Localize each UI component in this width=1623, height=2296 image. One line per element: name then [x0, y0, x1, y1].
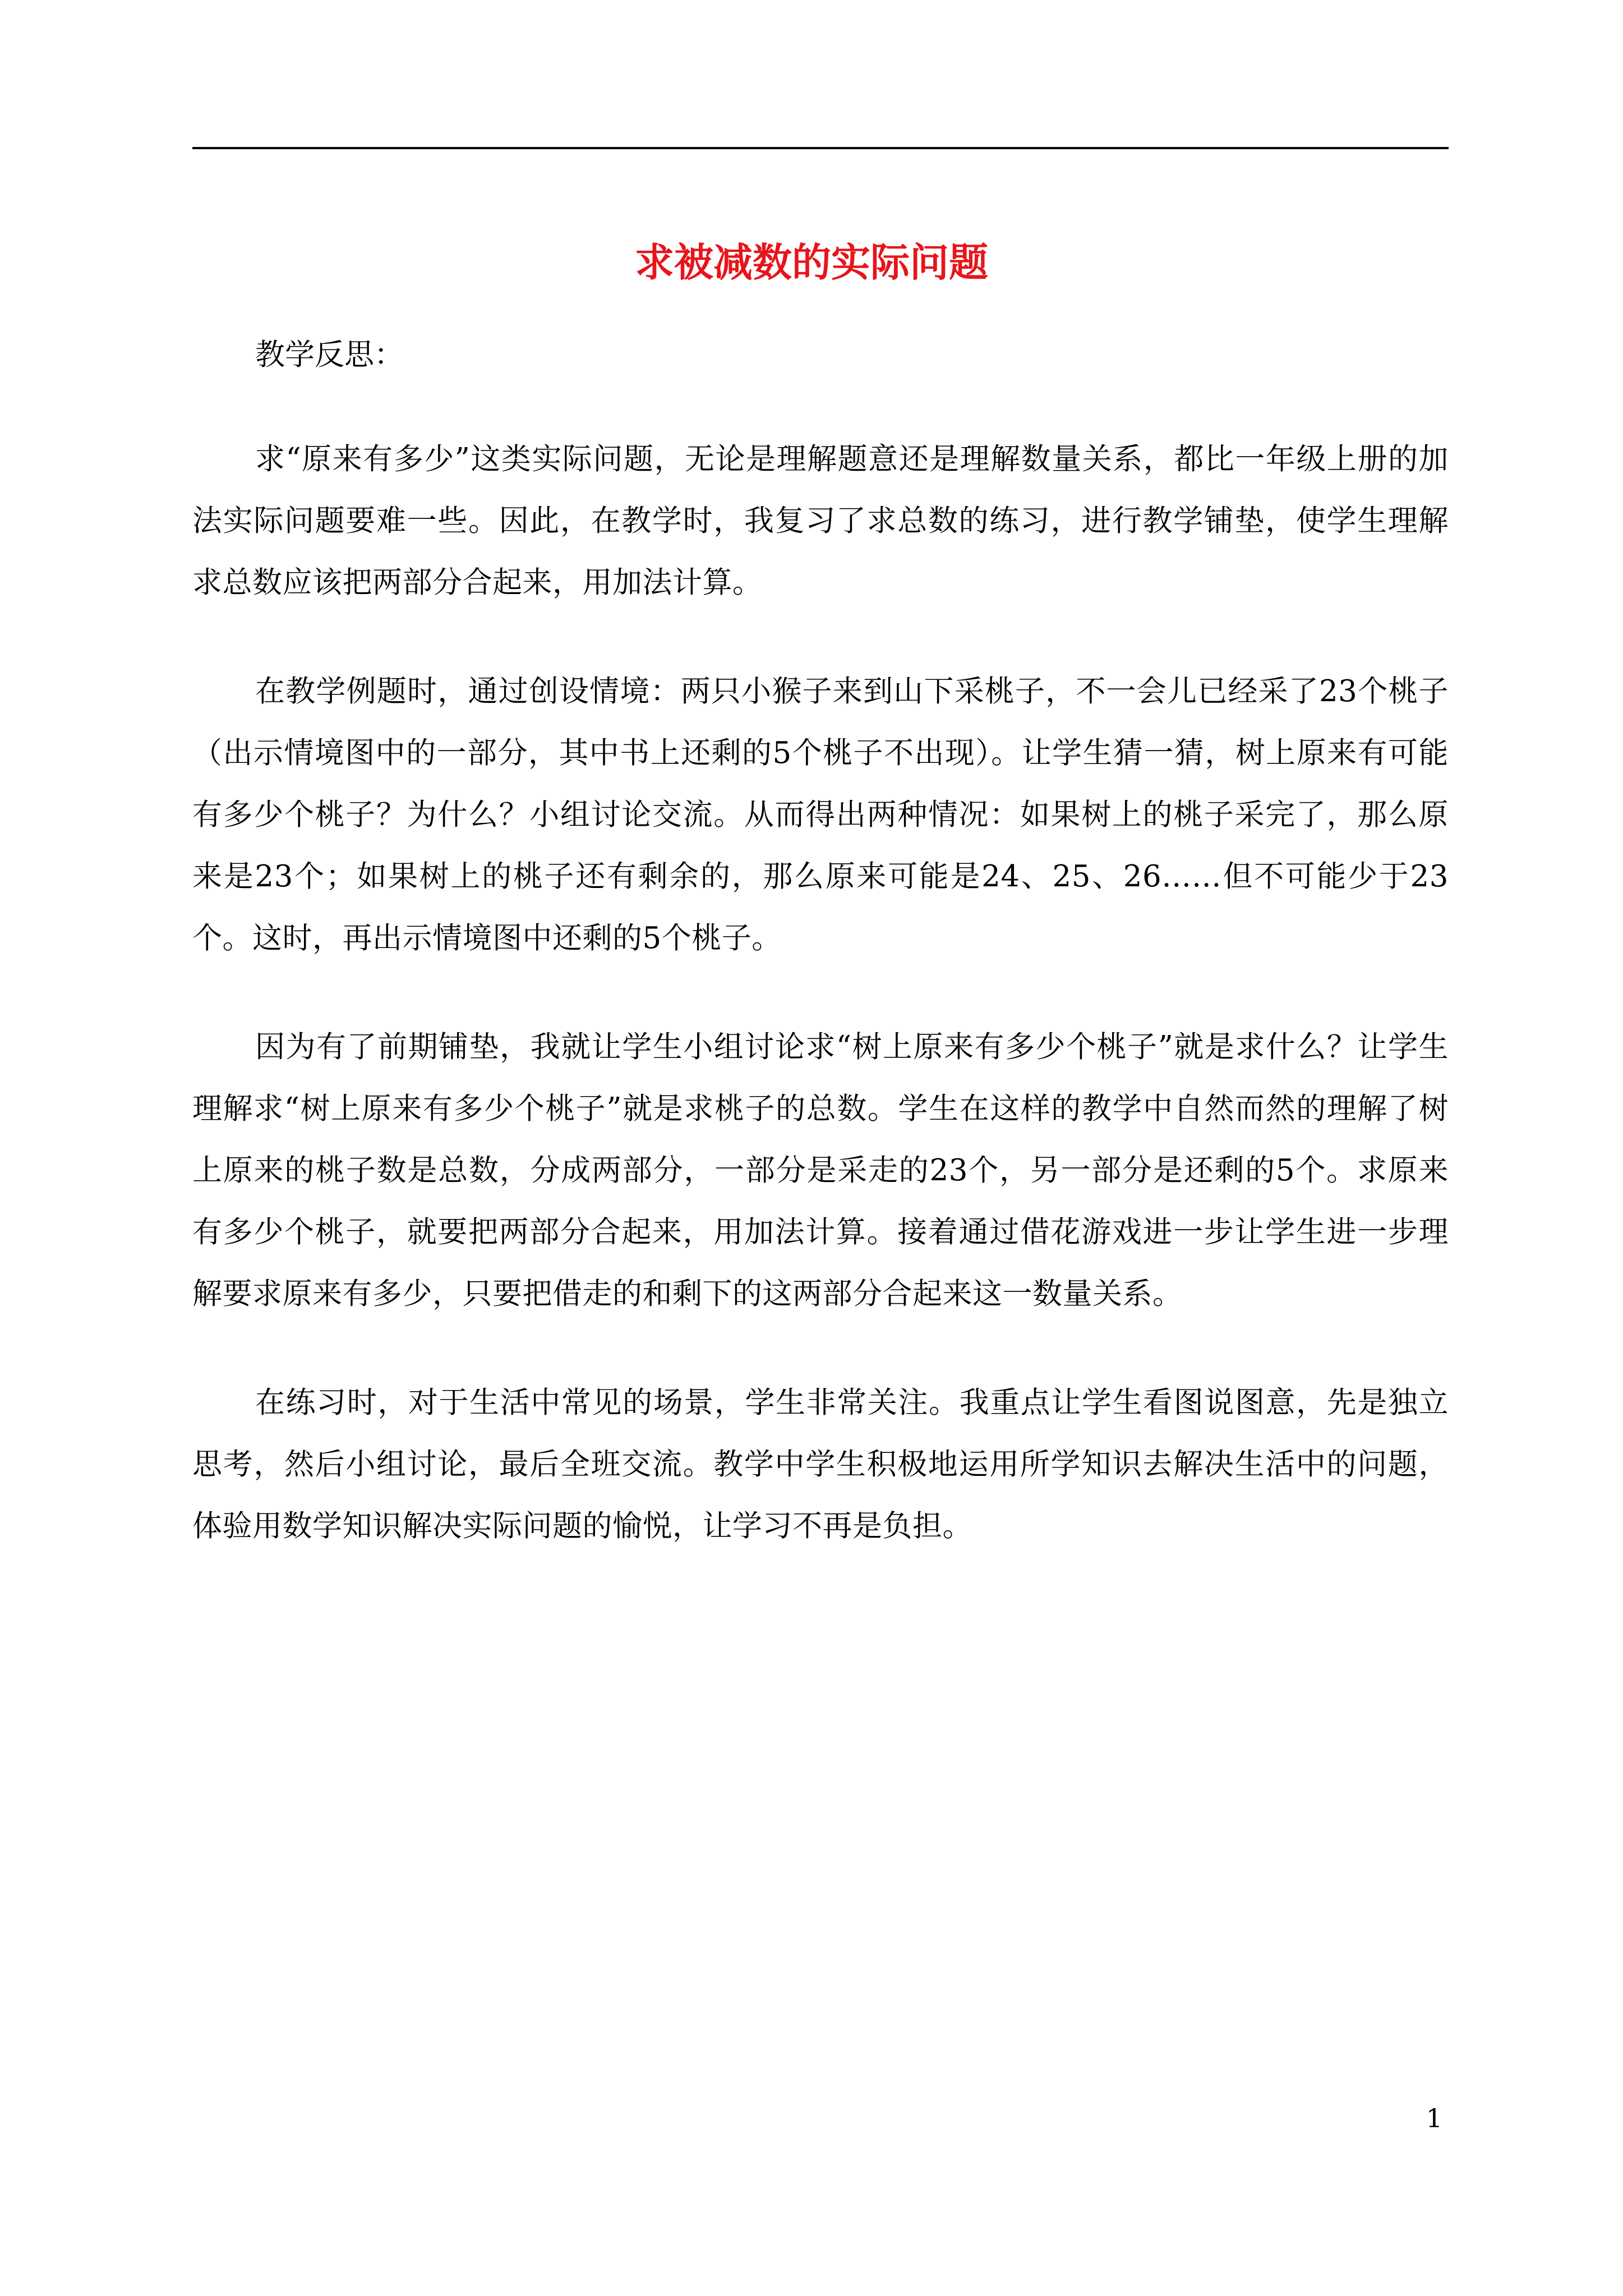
paragraph-4: 在练习时，对于生活中常见的场景，学生非常关注。我重点让学生看图说图意，先是独立思考，然后小组讨论，最后全班交流。教学中学生积极地运用所学知识去解决生活中的问题，体验用数学知识解决实际问题的愉悦，让学习不再是负担。	[192, 1386, 1449, 1543]
paragraph-1: 求“原来有多少”这类实际问题，无论是理解题意还是理解数量关系，都比一年级上册的加法实际问题要难一些。因此，在教学时，我复习了求总数的练习，进行教学铺垫，使学生理解求总数应该把两部分合起来，用加法计算。	[192, 442, 1449, 600]
header-rule	[192, 147, 1449, 149]
section-label: 教学反思：	[255, 338, 404, 372]
document-body	[192, 324, 1449, 1604]
paragraph-2: 在教学例题时，通过创设情境：两只小猴子来到山下采桃子，不一会儿已经采了23个桃子（出示情境图中的一部分，其中书上还剩的5个桃子不出现）。让学生猜一猜，树上原来有可能有多少个桃子？为什么？小组讨论交流。从而得出两种情况：如果树上的桃子采完了，那么原来是23个；如果树上的桃子还有剩余的，那么原来可能是24、25、26……但不可能少于23个。这时，再出示情境图中还剩的5个桃子。	[192, 674, 1449, 955]
page-number: 1	[1426, 2103, 1442, 2133]
document-title: 求被减数的实际问题	[635, 239, 988, 286]
paragraph-3: 因为有了前期铺垫，我就让学生小组讨论求“树上原来有多少个桃子”就是求什么？让学生理解求“树上原来有多少个桃子”就是求桃子的总数。学生在这样的教学中自然而然的理解了树上原来的桃子数是总数，分成两部分，一部分是采走的23个，另一部分是还剩的5个。求原来有多少个桃子，就要把两部分合起来，用加法计算。接着通过借花游戏进一步让学生进一步理解要求原来有多少，只要把借走的和剩下的这两部分合起来这一数量关系。	[192, 1030, 1449, 1311]
